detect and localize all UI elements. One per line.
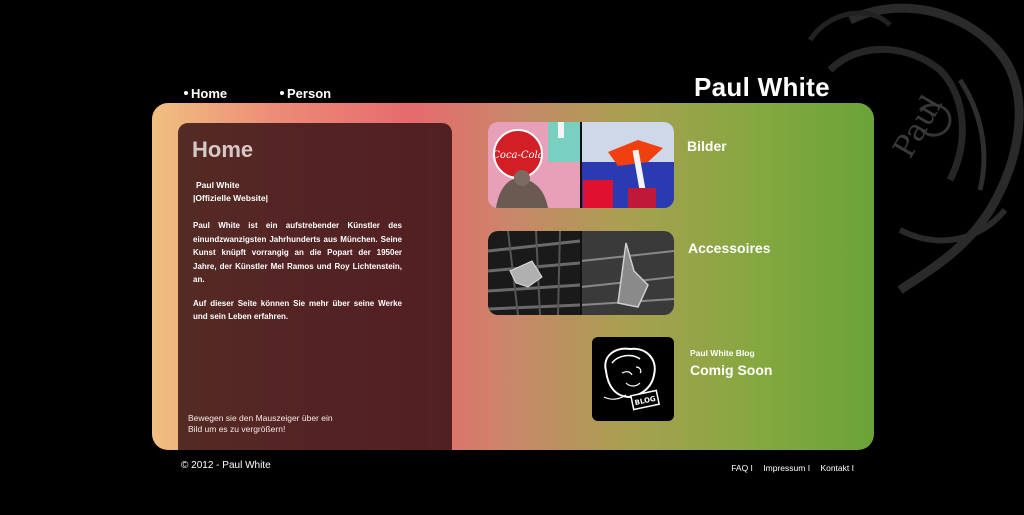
accessoires-thumbnail[interactable] xyxy=(488,231,674,315)
svg-text:Paul: Paul xyxy=(886,89,950,164)
blog-badge-text: BLOG xyxy=(633,394,657,408)
main-panel xyxy=(152,103,874,450)
paragraph: Paul White ist ein aufstrebender Künstler des einundzwanzigsten Jahrhunderts aus München. Seine Kunst knüpft vorrangig an die Popart der 1950er Jahre, der Künstler Mel Ramos und Roy Lichtenstein, an. xyxy=(193,221,402,284)
main-nav xyxy=(0,86,1024,102)
bullet-icon xyxy=(280,91,284,95)
content-box xyxy=(178,123,452,450)
bilder-image xyxy=(488,122,674,208)
bilder-thumbnail[interactable] xyxy=(488,122,674,208)
intro-text xyxy=(193,179,403,205)
body-text xyxy=(193,219,402,334)
coca-cola-text: Coca-Cola xyxy=(492,150,544,161)
footer-link-impressum[interactable]: Impressum I xyxy=(763,463,811,473)
nav-label: Home xyxy=(191,86,228,101)
copyright: © 2012 - Paul White xyxy=(181,460,271,471)
nav-item-person[interactable] xyxy=(280,86,331,101)
nav-label: Person xyxy=(287,86,332,101)
blog-lion-image xyxy=(592,337,674,421)
bullet-icon xyxy=(184,91,188,95)
hint-line: Bild um es zu vergrößern! xyxy=(188,424,286,434)
site-title: Paul White xyxy=(694,72,830,102)
intro-line: |Offizielle Website| xyxy=(193,193,268,203)
paragraph: Auf dieser Seite können Sie mehr über seine Werke und sein Leben erfahren. xyxy=(193,298,402,321)
accessoires-image xyxy=(488,231,674,315)
footer-link-kontakt[interactable]: Kontakt I xyxy=(820,463,854,473)
page-title: Home xyxy=(192,137,254,162)
bilder-link[interactable]: Bilder xyxy=(687,138,727,154)
nav-item-home[interactable] xyxy=(184,86,227,101)
intro-line: Paul White xyxy=(196,180,240,190)
accessoires-link[interactable]: Accessoires xyxy=(688,240,771,256)
blog-status: Comig Soon xyxy=(690,362,773,378)
footer-link-faq[interactable]: FAQ I xyxy=(731,463,753,473)
blog-label[interactable]: Paul White Blog xyxy=(690,348,755,358)
hover-hint xyxy=(188,413,358,435)
blog-thumbnail[interactable] xyxy=(592,337,674,421)
hint-line: Bewegen sie den Mauszeiger über ein xyxy=(188,413,333,423)
footer-links xyxy=(723,463,854,473)
